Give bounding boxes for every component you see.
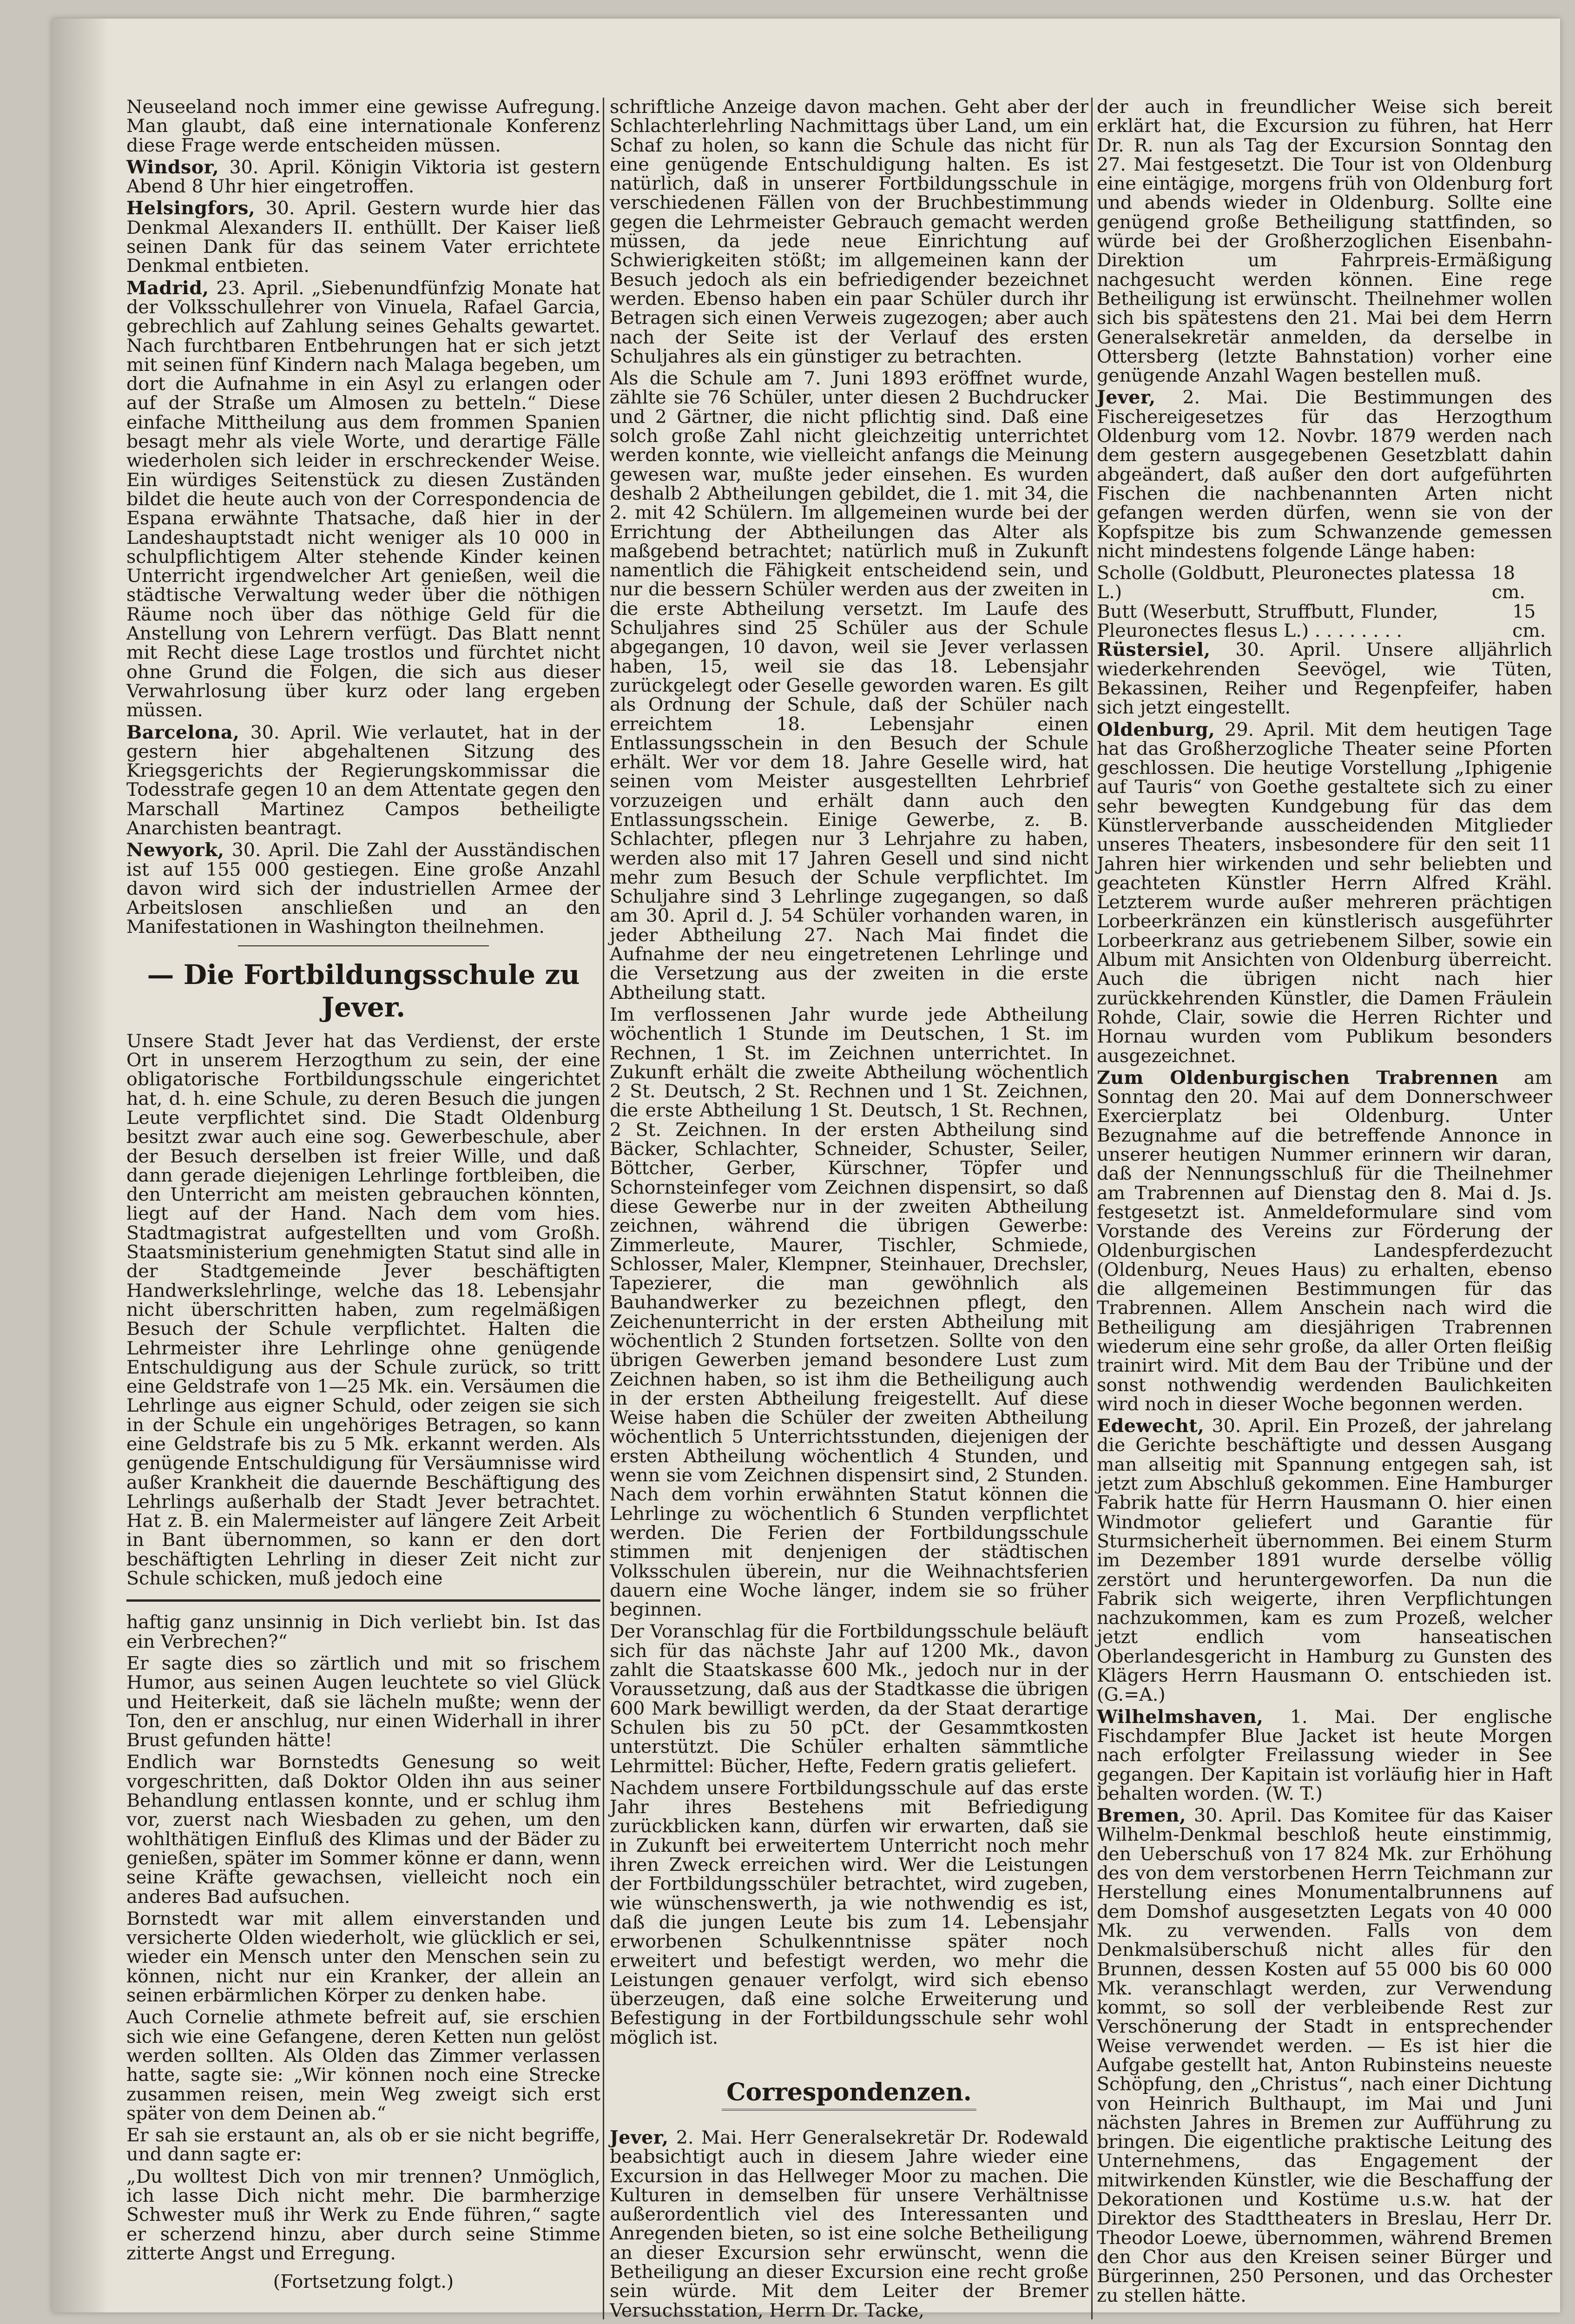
- column-left: [126, 98, 600, 2291]
- article-paragraph: Der Voranschlag für die Fortbildungsschule beläuft sich für das nächste Jahr auf 1200 Mk., davon zahlt die Staatskasse 600 Mk., jedoch nur in der Voraussetzung, daß aus der Stadtkasse die übrigen 600 Mark bewilligt werden, da der Staat derartige Schulen bis zu 50 pCt. der Gesammtkosten unterstützt. Die Schüler erhalten sämmtliche Lehrmittel: Bücher, Hefte, Federn gratis geliefert.: [610, 1621, 1088, 1777]
- news-text: 30. April. Unsere alljährlich wiederkehrenden Seevögel, wie Tüten, Bekassinen, Reiher und Regenpfeifer, haben sich jetzt eingestellt.: [1097, 639, 1552, 719]
- fish-name: Butt (Weserbutt, Struffbutt, Flunder, Pleuronectes flesus L.) . . . . . . . .: [1097, 601, 1438, 642]
- dateline: Jever,: [610, 2126, 669, 2148]
- news-text: 2. Mai. Herr Generalsekretär Dr. Rodewald beabsichtigt auch in diesem Jahre wieder eine Excursion in das Hellweger Moor zu machen. Die Kulturen in demselben für unsere Verhältnisse außerordentlich viel des Interessanten und Anregenden bieten, so ist eine solche Betheiligung an dieser Excursion sehr erwünscht, wenn die Betheiligung an dieser Excursion eine recht große sein würde. Mit dem Leiter der Bremer Versuchsstation, Herrn Dr. Tacke,: [610, 2126, 1088, 2321]
- novel-paragraph: Endlich war Bornstedts Genesung so weit vorgeschritten, daß Doktor Olden ihn aus seiner Behandlung entlassen konnte, und er schlug ihm vor, zuerst nach Wiesbaden zu gehen, um den wohlthätigen Einfluß des Klimas und der Bäder zu genießen, später im Sommer könne er dann, wenn seine Kräfte gewachsen, vielleicht noch ein anderes Bad aufsuchen.: [126, 1751, 600, 1908]
- dateline: Helsingfors,: [126, 198, 256, 219]
- news-item: [1097, 1069, 1552, 1414]
- news-item: [126, 723, 600, 838]
- news-text: 30. April. Die Zahl der Ausständischen ist auf 155 000 gestiegen. Eine große Anzahl davon wird sich der industriellen Armee der Arbeitslosen anschließen und an den Manifestationen in Washington theilnehmen.: [126, 839, 600, 938]
- dateline: Windsor,: [126, 156, 219, 178]
- news-text: 30. April. Gestern wurde hier das Denkmal Alexanders II. enthüllt. Der Kaiser ließ seinen Dank für das seinem Vater errichtete Denkmal entbieten.: [126, 198, 600, 277]
- news-text: 29. April. Mit dem heutigen Tage hat das Großherzogliche Theater seine Pforten geschlossen. Die heutige Vorstellung „Iphigenie auf Tauris“ von Goethe gestaltete sich zu einer sehr bewegten Kundgebung für das dem Künstlerverbande ausscheidenden Mitglieder unseres Theaters, insbesondere für den seit 11 Jahren hier wirkenden und sehr beliebten und geachteten Künstler Herrn Alfred Krähl. Letzterem wurde außer mehreren prächtigen Lorbeerkränzen ein künstlerisch ausgeführter Lorbeerkranz aus getriebenem Silber, sowie ein Album mit Ansichten von Oldenburg überreicht. Auch die übrigen nicht nach hier zurückkehrenden Künstler, die Damen Fräulein Rohde, Clair, sowie die Herren Richter und Hornau wurden vom Publikum besonders ausgezeichnet.: [1097, 719, 1552, 1067]
- dateline: Rüstersiel,: [1097, 639, 1211, 661]
- column-right: [1097, 98, 1552, 2324]
- news-item: [1097, 720, 1552, 1066]
- article-paragraph: schriftliche Anzeige davon machen. Geht aber der Schlachterlehrling Nachmittags über Land, um ein Schaf zu holen, so kann die Schule das nicht für eine genügende Entschuldigung halten. Es ist natürlich, daß in unserer Fortbildungsschule in verschiedenen Fällen von der Bruchbestimmung gegen die Lehrmeister Gebrauch gemacht werden müssen, da jede neue Einrichtung auf Schwierigkeiten stößt; im allgemeinen kann der Besuch jedoch als ein befriedigender bezeichnet werden. Ebenso haben ein paar Schüler durch ihr Betragen sich einen Verweis zugezogen; aber auch nach der Seite ist der Verlauf des ersten Schuljahres als ein günstiger zu betrachten.: [610, 96, 1088, 367]
- dateline: Newyork,: [126, 839, 224, 861]
- article-paragraph: Im verflossenen Jahr wurde jede Abtheilung wöchentlich 1 Stunde im Deutschen, 1 St. im Rechnen, 1 St. im Zeichnen unterrichtet. In Zukunft erhält die zweite Abtheilung wöchentlich 2 St. Deutsch, 2 St. Rechnen und 1 St. Zeichnen, die erste Abtheilung 1 St. Deutsch, 1 St. Rechnen, 2 St. Zeichnen. In der ersten Abtheilung sind Bäcker, Schlachter, Schneider, Schuster, Seiler, Böttcher, Gerber, Kürschner, Töpfer und Schornsteinfeger vom Zeichnen dispensirt, so daß diese Gewerbe nur in der zweiten Abtheilung zeichnen, während die übrigen Gewerbe: Zimmerleute, Maurer, Tischler, Schmiede, Schlosser, Maler, Klempner, Steinhauer, Drechsler, Tapezierer, die man gewöhnlich als Bauhandwerker zu bezeichnen pflegt, den Zeichenunterricht in der ersten Abtheilung mit wöchentlich 2 Stunden fortsetzen. Sollte von den übrigen Gewerben jemand besondere Lust zum Zeichnen haben, so ist ihm die Betheiligung auch in der ersten Abtheilung freigestellt. Auf diese Weise haben die Schüler der zweiten Abtheilung wöchentlich 5 Unterrichtsstunden, diejenigen der ersten Abtheilung wöchentlich 4 Stunden, und wenn sie vom Zeichnen dispensirt sind, 2 Stunden. Nach dem vorhin erwähnten Statut können die Lehrlinge zu wöchentlich 6 Stunden verpflichtet werden. Die Ferien der Fortbildungsschule stimmen mit denjenigen der städtischen Volksschulen überein, nur die Weihnachtsferien dauern eine Woche länger, indem sie so früher beginnen.: [610, 1004, 1088, 1621]
- novel-paragraph: Er sah sie erstaunt an, als ob er sie nicht begriffe, und dann sagte er:: [126, 2125, 600, 2166]
- dateline: Wilhelmshaven,: [1097, 1706, 1264, 1728]
- news-text: 2. Mai. Die Bestimmungen des Fischereigesetzes für das Herzogthum Oldenburg vom 12. Novbr. 1879 werden nach dem gestern ausgegebenen Gesetzblatt dahin abgeändert, daß außer den dort aufgeführten Fischen die nachbenannten Arten nicht gefangen werden dürfen, wenn sie von der Kopfspitze bis zum Schwanzende gemessen nicht mindestens folgende Länge haben:: [1097, 387, 1552, 562]
- fish-size: 18 cm.: [1491, 562, 1525, 603]
- news-item: [126, 279, 600, 720]
- news-text: 30. April. Königin Viktoria ist gestern Abend 8 Uhr hier eingetroffen.: [126, 156, 600, 198]
- fish-size: 15 cm.: [1512, 601, 1546, 642]
- news-text: 30. April. Das Komitee für das Kaiser Wilhelm-Denkmal beschloß heute einstimmig, den Ueberschuß von 17 824 Mk. zur Erhöhung des von dem verstorbenen Herrn Teichmann zur Herstellung eines Monumentalbrunnens auf dem Domshof ausgesetzten Legats von 40 000 Mk. zu verwenden. Falls von dem Denkmalsüberschuß nicht alles für den Brunnen, dessen Kosten auf 55 000 bis 60 000 Mk. veranschlagt werden, zur Verwendung kommt, so soll der verbleibende Rest zur Verschönerung der Stadt in entsprechender Weise verwendet werden. — Es ist hier die Aufgabe gestellt hat, Anton Rubinsteins neueste Schöpfung, den „Christus“, nach einer Dichtung von Heinrich Bulthaupt, im Mai und Juni nächsten Jahres in Bremen zur Aufführung zu bringen. Die eigentliche praktische Leitung des Unternehmens, das Engagement der mitwirkenden Künstler, wie die Beschaffung der Dekorationen und Kostüme u.s.w. hat der Direktor des Stadttheaters in Breslau, Herr Dr. Theodor Loewe, übernommen, während Bremen den Chor aus den Kreisen seiner Bürger und Bürgerinnen, 250 Personen, und das Orchester zu stellen hätte.: [1097, 1805, 1552, 2306]
- novel-paragraph: „Du wolltest Dich von mir trennen? Unmöglich, ich lasse Dich nicht mehr. Die barmherzige Schwester muß ihr Werk zu Ende führen,“ sagte er scherzend hinzu, aber durch seine Stimme zitterte Angst und Erregung.: [126, 2166, 600, 2264]
- fish-name: Scholle (Goldbutt, Pleuronectes platessa L.): [1097, 562, 1476, 603]
- dateline: Oldenburg,: [1097, 719, 1215, 740]
- news-item: [126, 199, 600, 276]
- article-paragraph: Als die Schule am 7. Juni 1893 eröffnet wurde, zählte sie 76 Schüler, unter diesen 2 Buchdrucker und 2 Gärtner, die nicht pflichtig sind. Daß eine solch große Zahl nicht gleichzeitig unterrichtet werden konnte, wie vielleicht anfangs die Meinung gewesen war, mußte jeder einsehen. Es wurden deshalb 2 Abtheilungen gebildet, die 1. mit 34, die 2. mit 42 Schülern. Im allgemeinen wurde bei der Errichtung der Abtheilungen das Alter als maßgebend betrachtet; natürlich muß in Zukunft namentlich die Fähigkeit entscheidend sein, und nur die bessern Schüler werden aus der zweiten in die erste Abtheilung versetzt. Im Laufe des Schuljahres sind 25 Schüler aus der Schule abgegangen, 10 davon, weil sie Jever verlassen haben, 15, weil sie das 18. Lebensjahr zurückgelegt oder Geselle geworden waren. Es gilt als Ordnung der Schule, daß der Schüler nach erreichtem 18. Lebensjahr einen Entlassungsschein in den Besuch der Schule erhält. Wer vor dem 18. Jahre Geselle wird, hat seinen vom Meister ausgestellten Lehrbrief vorzuzeigen und erhält dann auch den Entlassungsschein. Einige Gewerbe, z. B. Schlachter, pflegen nur 3 Lehrjahre zu haben, werden also mit 17 Jahren Gesell und sind nicht mehr zum Besuch der Schule verpflichtet. Im Schuljahre sind 3 Lehrlinge zugegangen, so daß am 30. April d. J. 54 Schüler vorhanden waren, in jeder Abtheilung 27. Nach Mai findet die Aufnahme der neu eingetretenen Lehrlinge und die Versetzung aus der zweiten in die erste Abtheilung statt.: [610, 368, 1088, 1004]
- dateline: Barcelona,: [126, 721, 240, 743]
- section-heading: Correspondenzen.: [722, 2076, 976, 2111]
- section-heading-wrap: [610, 2064, 1088, 2119]
- article-paragraph: Unsere Stadt Jever hat das Verdienst, der erste Ort in unserem Herzogthum zu sein, der eine obligatorische Fortbildungsschule eingerichtet hat, d. h. eine Schule, zu deren Besuch die jungen Leute verpflichtet sind. Die Stadt Oldenburg besitzt zwar auch eine sog. Gewerbeschule, aber der Besuch derselben ist freier Wille, und daß dann gerade diejenigen Lehrlinge fortbleiben, die den Unterricht am meisten gebrauchen könnten, liegt auf der Hand. Nach dem vom hies. Stadtmagistrat aufgestellten und vom Großh. Staatsministerium genehmigten Statut sind alle in der Stadtgemeinde Jever beschäftigten Handwerkslehrlinge, welche das 18. Lebensjahr nicht überschritten haben, zum regelmäßigen Besuch der Schule verpflichtet. Halten die Lehrmeister ihre Lehrlinge ohne genügende Entschuldigung aus der Schule zurück, so tritt eine Geldstrafe von 1—25 Mk. ein. Versäumen die Lehrlinge aus eigner Schuld, oder zeigen sie sich in der Schule ein ungehöriges Betragen, so kann eine Geldstrafe bis zu 5 Mk. erkannt werden. Als genügende Entschuldigung für Versäumnisse wird außer Krankheit die dauernde Beschäftigung des Lehrlings außerhalb der Stadt Jever betrachtet. Hat z. B. ein Malermeister auf längere Zeit Arbeit in Bant übernommen, so kann er den dort beschäftigten Lehrling in dieser Zeit nicht zur Schule schicken, muß jedoch eine: [126, 1030, 600, 1590]
- news-item: [1097, 1806, 1552, 2305]
- column-rule: [1091, 98, 1093, 2319]
- news-item: [126, 841, 600, 937]
- news-text: 1. Mai. Der englische Fischdampfer Blue Jacket ist heute Morgen nach erfolgter Freilassung wieder in See gegangen. Der Kapitain ist vorläufig hier in Haft behalten worden. (W. T.): [1097, 1706, 1552, 1804]
- dateline: Edewecht,: [1097, 1415, 1205, 1437]
- novel-paragraph: Er sagte dies so zärtlich und mit so frischem Humor, aus seinen Augen leuchtete so viel Glück und Heiterkeit, daß sie lächeln mußte; wenn der Ton, den er anschlug, nur einen Widerhall in ihrer Brust gefunden hätte!: [126, 1652, 600, 1751]
- news-text: am Sonntag den 20. Mai auf dem Donnerschweer Exercierplatz bei Oldenburg. Unter Bezugnahme auf die betreffende Annonce in unserer heutigen Nummer erinnern wir daran, daß der Nennungsschluß für die Theilnehmer am Trabrennen auf Dienstag den 8. Mai d. Js. festgesetzt ist. Anmeldeformulare sind vom Vorstande des Vereins zur Förderung der Oldenburgischen Landespferdezucht (Oldenburg, Neues Haus) zu erhalten, ebenso die allgemeinen Bestimmungen für das Trabrennen. Allem Anschein nach wird die Betheiligung am diesjährigen Trabrennen wiederum eine sehr große, da aller Orten fleißig trainirt wird. Mit dem Bau der Tribüne und der sonst nothwendig werdenden Baulichkeiten wird noch in dieser Woche begonnen werden.: [1097, 1067, 1553, 1415]
- novel-paragraph: Auch Cornelie athmete befreit auf, sie erschien sich wie eine Gefangene, deren Ketten nun gelöst werden sollten. Als Olden das Zimmer verlassen hatte, sagte sie: „Wir können noch eine Strecke zusammen reisen, mein Weg zweigt sich erst später von dem Deinen ab.“: [126, 2007, 600, 2124]
- article-heading: — Die Fortbildungsschule zu Jever.: [147, 958, 580, 1023]
- dateline: Jever,: [1097, 387, 1156, 409]
- news-text: 23. April. „Siebenundfünfzig Monate hat der Volksschullehrer von Vinuela, Rafael Garcia, gebrechlich auf Zahlung seines Gehalts gewartet. Nach furchtbaren Entbehrungen hat er sich jetzt mit seinen fünf Kindern nach Malaga begeben, um dort die Aufnahme in ein Asyl zu erlangen oder auf der Straße um Almosen zu betteln.“ Diese einfache Mittheilung aus dem frommen Spanien besagt mehr als viele Worte, und derartige Fälle wiederholen sich leider in erschreckender Weise. Ein würdiges Seitenstück zu diesen Zuständen bildet die heute auch von der Correspondencia de Espana erwähnte Thatsache, daß hier in der Landeshauptstadt nicht weniger als 10 000 in schulpflichtigem Alter stehende Kinder keinen Unterricht irgendwelcher Art genießen, weil die städtische Verwaltung weder über die nöthigen Räume noch über das nöthige Geld für die Anstellung von Lehrern verfügt. Das Blatt nennt mit Recht diese Lage trostlos und fürchtet nicht ohne Grund die Folgen, die sich aus dieser Verwahrlosung über kurz oder lang ergeben müssen.: [126, 277, 600, 721]
- article-paragraph: Neuseeland noch immer eine gewisse Aufregung. Man glaubt, daß eine internationale Konferenz diese Frage werde entscheiden müssen.: [126, 96, 600, 156]
- feuilleton-divider: [126, 1599, 600, 1602]
- dateline: Bremen,: [1097, 1805, 1186, 1827]
- news-item: [1097, 640, 1552, 717]
- news-item: [1097, 388, 1552, 561]
- page-binding: [52, 19, 109, 2312]
- novel-paragraph: haftig ganz unsinnig in Dich verliebt bin. Ist das ein Verbrechen?“: [126, 1611, 600, 1652]
- news-item: [1097, 1708, 1552, 1803]
- news-text: 30. April. Ein Prozeß, der jahrelang die Gerichte beschäftigte und dessen Ausgang man allseitig mit Spannung entgegen sah, ist jetzt zum Abschluß gekommen. Eine Hamburger Fabrik hatte für Herrn Hausmann O. hier einen Windmotor geliefert und Garantie für Sturmsicherheit übernommen. Bei einem Sturm im Dezember 1891 wurde derselbe völlig zerstört und heruntergeworfen. Da nun die Fabrik sich weigerte, ihren Verpflichtungen nachzukommen, kam es zum Prozeß, welcher jetzt endlich vom hanseatischen Oberlandesgericht in Hamburg zu Gunsten des Klägers Herrn Hausmann O. entschieden ist. (G.=A.): [1097, 1415, 1552, 1706]
- news-text: 30. April. Wie verlautet, hat in der gestern hier abgehaltenen Sitzung des Kriegsgerichts der Regierungskommissar die Todesstrafe gegen 10 an dem Attentate gegen den Marschall Martinez Campos betheiligte Anarchisten beantragt.: [126, 721, 600, 839]
- fish-size-row: [1097, 564, 1552, 602]
- dateline: Madrid,: [126, 277, 209, 299]
- column-middle: [610, 98, 1088, 2323]
- news-item: [1097, 1417, 1552, 1704]
- newspaper-page: [52, 19, 1560, 2321]
- novel-paragraph: Bornstedt war mit allem einverstanden und versicherte Olden wiederholt, wie glücklich er sei, wieder ein Mensch unter den Menschen sein zu können, nicht nur ein Kranker, der allein an seinen erbärmlichen Körper zu denken habe.: [126, 1908, 600, 2007]
- article-paragraph: der auch in freundlicher Weise sich bereit erklärt hat, die Excursion zu führen, hat Herr Dr. R. nun als Tag der Excursion Sonntag den 27. Mai festgesetzt. Die Tour ist von Oldenburg eine eintägige, morgens früh von Oldenburg fort und abends wieder in Oldenburg. Sollte eine genügend große Betheiligung stattfinden, so würde bei der Großherzoglichen Eisenbahn-Direktion um Fahrpreis-Ermäßigung nachgesucht werden können. Eine rege Betheiligung ist erwünscht. Theilnehmer wollen sich bis spätestens den 21. Mai bei dem Herrn Generalsekretär anmelden, da derselbe in Ottersberg (letzte Bahnstation) vorher eine genügende Anzahl Wagen bestellen muß.: [1097, 96, 1552, 387]
- article-paragraph: Nachdem unsere Fortbildungsschule auf das erste Jahr ihres Bestehens mit Befriedigung zurückblicken kann, dürfen wir erwarten, daß sie in Zukunft bei erweitertem Unterricht noch mehr ihren Zweck erreichen wird. Wer die Leistungen der Fortbildungsschüler betrachtet, wird zugeben, wie wünschenswerth, ja wie nothwendig es ist, daß die jungen Leute bis zum 14. Lebensjahr erworbenen Schulkenntnisse später noch erweitert und befestigt werden, wo mehr die Leistungen genauer verfolgt, wird sich ebenso überzeugen, daß eine solche Erweiterung und Befestigung in der Fortbildungsschule sehr wohl möglich ist.: [610, 1777, 1088, 2048]
- news-item: [126, 158, 600, 197]
- news-item: [610, 2128, 1088, 2320]
- divider: [238, 945, 489, 946]
- fish-size-row: [1097, 602, 1552, 641]
- dateline: Zum Oldenburgischen Trabrennen: [1097, 1067, 1499, 1089]
- continuation-note: (Fortsetzung folgt.): [273, 2271, 454, 2293]
- section-heading-wrap: [1097, 2322, 1552, 2324]
- column-rule: [603, 98, 604, 2319]
